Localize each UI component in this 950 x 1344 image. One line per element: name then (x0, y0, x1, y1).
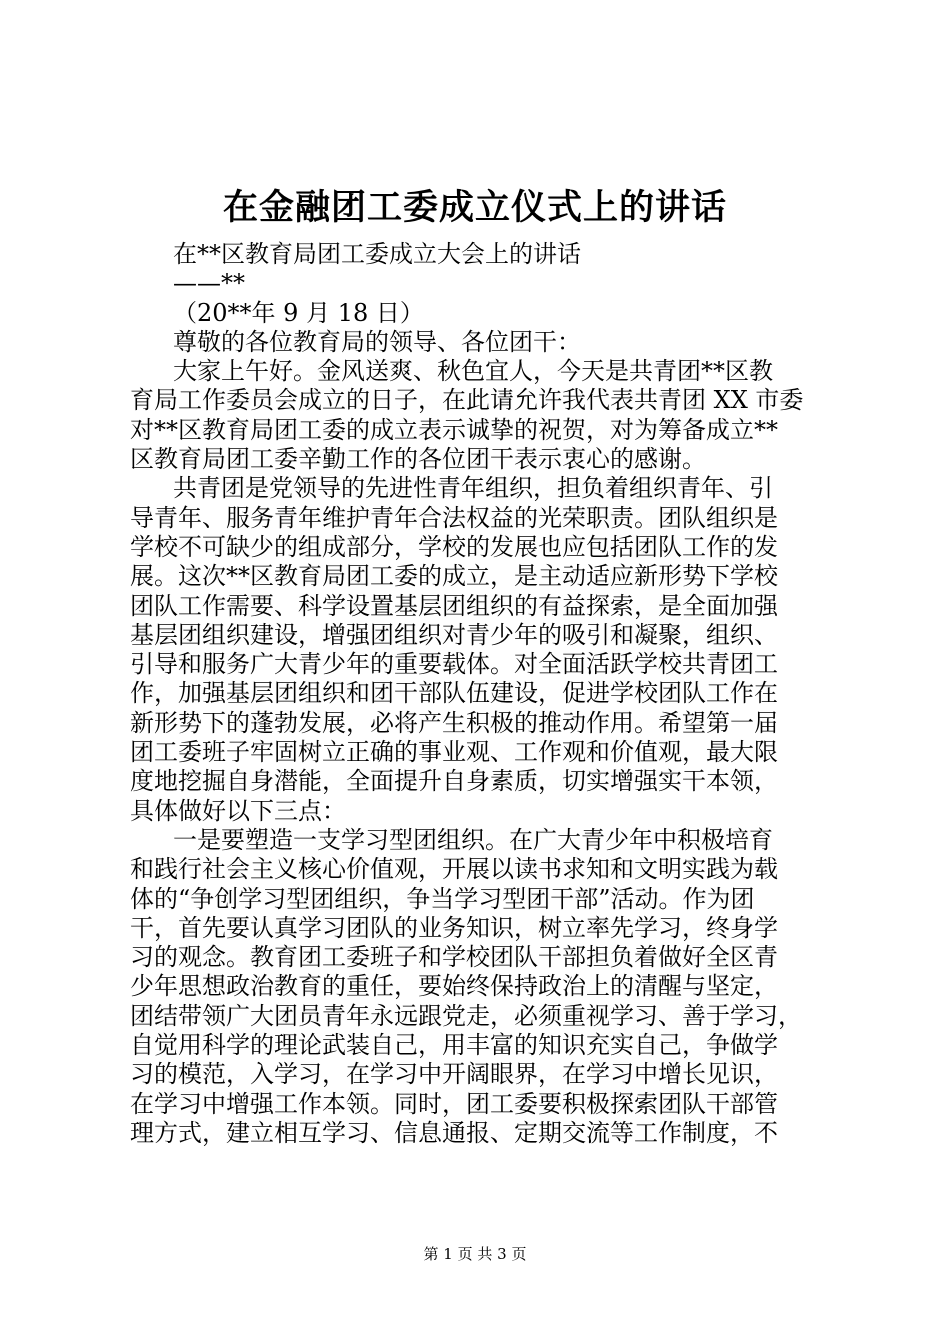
text-line: 在**区教育局团工委成立大会上的讲话 (173, 240, 581, 268)
paragraph-start-line: 大家上午好。金风送爽、秋色宜人，今天是共青团**区教 (173, 357, 773, 386)
text-line: 在学习中增强工作本领。同时，团工委要积极探索团队干部管 (130, 1089, 778, 1118)
text-line: 少年思想政治教育的重任，要始终保持政治上的清醒与坚定， (130, 972, 778, 1001)
text-line: 体的“争创学习型团组织，争当学习型团干部”活动。作为团 (130, 884, 755, 913)
text-line: 引导和服务广大青少年的重要载体。对全面活跃学校共青团工 (130, 650, 778, 679)
text-line: 新形势下的蓬勃发展，必将产生积极的推动作用。希望第一届 (130, 708, 778, 737)
text-line: 作，加强基层团组织和团干部队伍建设，促进学校团队工作在 (130, 679, 778, 708)
text-line: ——** (173, 269, 245, 298)
text-line: 干，首先要认真学习团队的业务知识，树立率先学习，终身学 (130, 913, 778, 942)
paragraph-start-line: 一是要塑造一支学习型团组织。在广大青少年中积极培育 (173, 825, 773, 854)
text-line: 学校不可缺少的组成部分，学校的发展也应包括团队工作的发 (130, 532, 778, 561)
text-line: 尊敬的各位教育局的领导、各位团干： (173, 327, 581, 356)
text-line: 育局工作委员会成立的日子，在此请允许我代表共青团 XX 市委 (130, 386, 804, 415)
document-title: 在金融团工委成立仪式上的讲话 (222, 187, 727, 228)
text-line: 具体做好以下三点： (130, 796, 346, 825)
text-line: 和践行社会主义核心价值观，开展以读书求知和文明实践为载 (130, 855, 778, 884)
text-line: 度地挖掘自身潜能，全面提升自身素质，切实增强实干本领， (130, 767, 778, 796)
text-line: 区教育局团工委辛勤工作的各位团干表示衷心的感谢。 (130, 445, 706, 474)
text-line: 习的观念。教育团工委班子和学校团队干部担负着做好全区青 (130, 943, 778, 972)
text-line: （20**年 9 月 18 日） (173, 298, 424, 327)
paragraph-start-line: 共青团是党领导的先进性青年组织，担负着组织青年、引 (173, 474, 773, 503)
text-line: 自觉用科学的理论武装自己，用丰富的知识充实自己，争做学 (130, 1031, 778, 1060)
text-line: 团队工作需要、科学设置基层团组织的有益探索，是全面加强 (130, 591, 778, 620)
text-line: 习的模范，入学习，在学习中开阔眼界，在学习中增长见识， (130, 1060, 778, 1089)
text-line: 团结带领广大团员青年永远跟党走，必须重视学习、善于学习， (130, 1001, 802, 1030)
document-body (130, 240, 835, 1148)
text-line: 团工委班子牢固树立正确的事业观、工作观和价值观，最大限 (130, 738, 778, 767)
text-line: 基层团组织建设，增强团组织对青少年的吸引和凝聚，组织、 (130, 620, 778, 649)
text-line: 理方式，建立相互学习、信息通报、定期交流等工作制度，不 (130, 1118, 778, 1147)
page-number-footer: 第 1 页 共 3 页 (423, 1245, 527, 1263)
text-line: 展。这次**区教育局团工委的成立，是主动适应新形势下学校 (130, 562, 778, 591)
text-line: 对**区教育局团工委的成立表示诚挚的祝贺，对为筹备成立** (130, 415, 778, 444)
text-line: 导青年、服务青年维护青年合法权益的光荣职责。团队组织是 (130, 503, 778, 532)
